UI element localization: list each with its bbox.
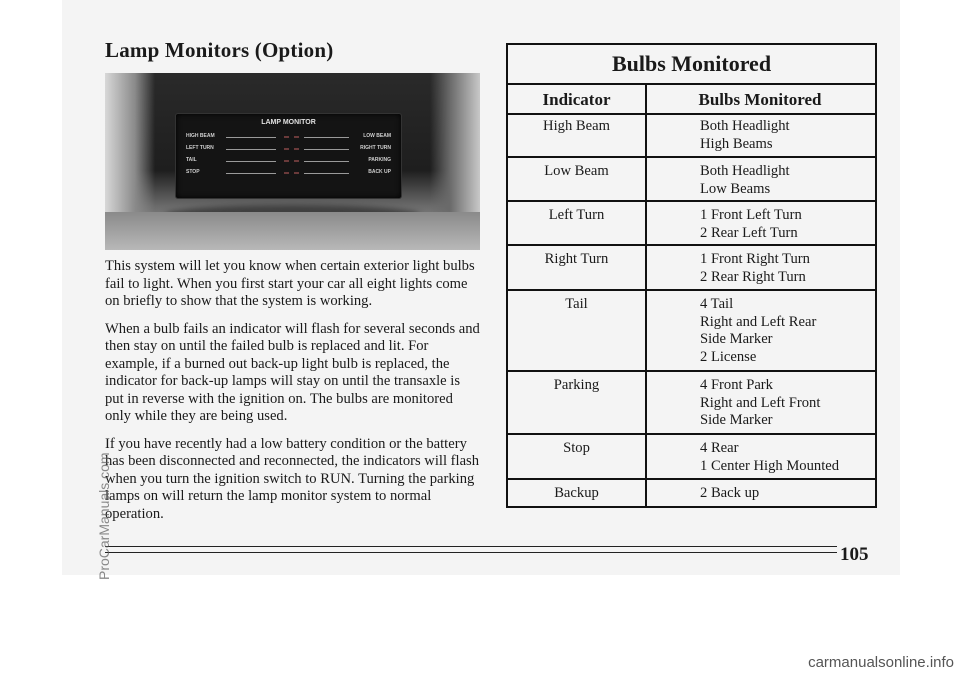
indicator-cell: High Beam xyxy=(543,118,610,134)
table-row xyxy=(508,372,875,435)
panel-label-left: TAIL xyxy=(186,157,197,163)
page-heading: Lamp Monitors (Option) xyxy=(105,38,334,62)
panel-row xyxy=(186,156,391,166)
bulb-line: Low Beams xyxy=(700,180,771,197)
lamp-monitor-panel xyxy=(175,113,402,199)
bulb-line: Side Marker xyxy=(700,412,773,428)
panel-label-left: HIGH BEAM xyxy=(186,133,215,139)
bulb-line: Right and Left Rear xyxy=(700,313,817,330)
paragraph: This system will let you know when certain exterior light bulbs fail to light. When you first start your car all eight lights come on briefly to show that the system is working. xyxy=(105,258,475,309)
bulb-line: 4 Tail xyxy=(700,296,734,312)
bulb-line: 2 License xyxy=(700,348,757,365)
table-row xyxy=(508,480,875,508)
bulb-line: High Beams xyxy=(700,135,773,152)
footer-watermark: carmanualsonline.info xyxy=(808,654,954,671)
table-row xyxy=(508,202,875,246)
table-title: Bulbs Monitored xyxy=(508,45,875,85)
side-watermark xyxy=(96,240,126,580)
bulb-line: 4 Rear xyxy=(700,440,739,456)
footer-rule xyxy=(105,552,837,553)
panel-label-right: BACK UP xyxy=(368,169,391,175)
column-header-bulbs: Bulbs Monitored xyxy=(698,90,822,109)
table-row xyxy=(508,435,875,480)
bulb-line: 2 Rear Right Turn xyxy=(700,268,806,285)
table-row xyxy=(508,246,875,291)
bulb-line: Both Headlight xyxy=(700,163,790,179)
indicator-cell: Stop xyxy=(563,440,590,456)
panel-title: LAMP MONITOR xyxy=(261,119,316,126)
paragraph: When a bulb fails an indicator will flash for several seconds and then stay on until the failed bulb is replaced and lit. For example, if a burned out back-up light bulb is replaced, the indicator for back-up lamps will stay on until the transaxle is put in reverse with the ignition on. The bulbs are monitored only while they are being used. xyxy=(105,320,480,424)
bulb-line: 1 Front Right Turn xyxy=(700,251,810,267)
indicator-cell: Parking xyxy=(553,377,600,393)
table-row xyxy=(508,291,875,372)
panel-label-left: LEFT TURN xyxy=(186,145,214,151)
bulbs-cell xyxy=(700,207,802,242)
panel-label-left: STOP xyxy=(186,169,200,175)
indicator-cell: Low Beam xyxy=(544,163,609,179)
bulb-line: Right and Left Front xyxy=(700,394,821,411)
bulb-line: 1 Center High Mounted xyxy=(700,457,840,474)
bulb-line: 2 Rear Left Turn xyxy=(700,224,798,241)
bulb-line: 4 Front Park xyxy=(700,377,773,393)
bulbs-cell xyxy=(700,377,820,430)
photo-console-surface xyxy=(105,212,480,250)
column-header-indicator: Indicator xyxy=(542,90,611,109)
bulbs-cell xyxy=(700,485,759,503)
side-watermark-text: ProCarManuals.com xyxy=(96,452,112,580)
footer-rule xyxy=(105,546,837,547)
bulb-line: 2 Back up xyxy=(700,485,760,501)
table-row xyxy=(508,158,875,202)
panel-row xyxy=(186,144,391,154)
page-number: 105 xyxy=(840,544,869,565)
paragraph: If you have recently had a low battery condition or the battery has been disconnected and reconnected, the indicators will flash when you turn the ignition switch to RUN. Turning the parking lamps on will return the lamp monitor system to normal operation. xyxy=(105,435,480,522)
indicator-cell: Tail xyxy=(565,296,588,312)
bulbs-cell xyxy=(700,251,810,286)
panel-label-right: LOW BEAM xyxy=(363,133,391,139)
bulbs-cell xyxy=(700,296,816,366)
panel-row xyxy=(186,132,391,142)
table-row xyxy=(508,113,875,158)
indicator-cell: Backup xyxy=(554,485,599,501)
bulbs-cell xyxy=(700,118,790,153)
bulbs-monitored-table xyxy=(506,43,877,508)
panel-row xyxy=(186,168,391,178)
bulb-line: Both Headlight xyxy=(700,118,790,134)
bulb-line: Side Marker xyxy=(700,331,773,347)
indicator-cell: Left Turn xyxy=(548,207,605,223)
panel-label-right: RIGHT TURN xyxy=(360,145,391,151)
bulbs-cell xyxy=(700,440,839,475)
body-text xyxy=(105,258,480,533)
indicator-cell: Right Turn xyxy=(544,251,609,267)
table-header xyxy=(508,83,875,115)
bulb-line: 1 Front Left Turn xyxy=(700,207,802,223)
panel-label-right: PARKING xyxy=(368,157,391,163)
lamp-monitor-photo xyxy=(105,73,480,250)
bulbs-cell xyxy=(700,163,790,198)
